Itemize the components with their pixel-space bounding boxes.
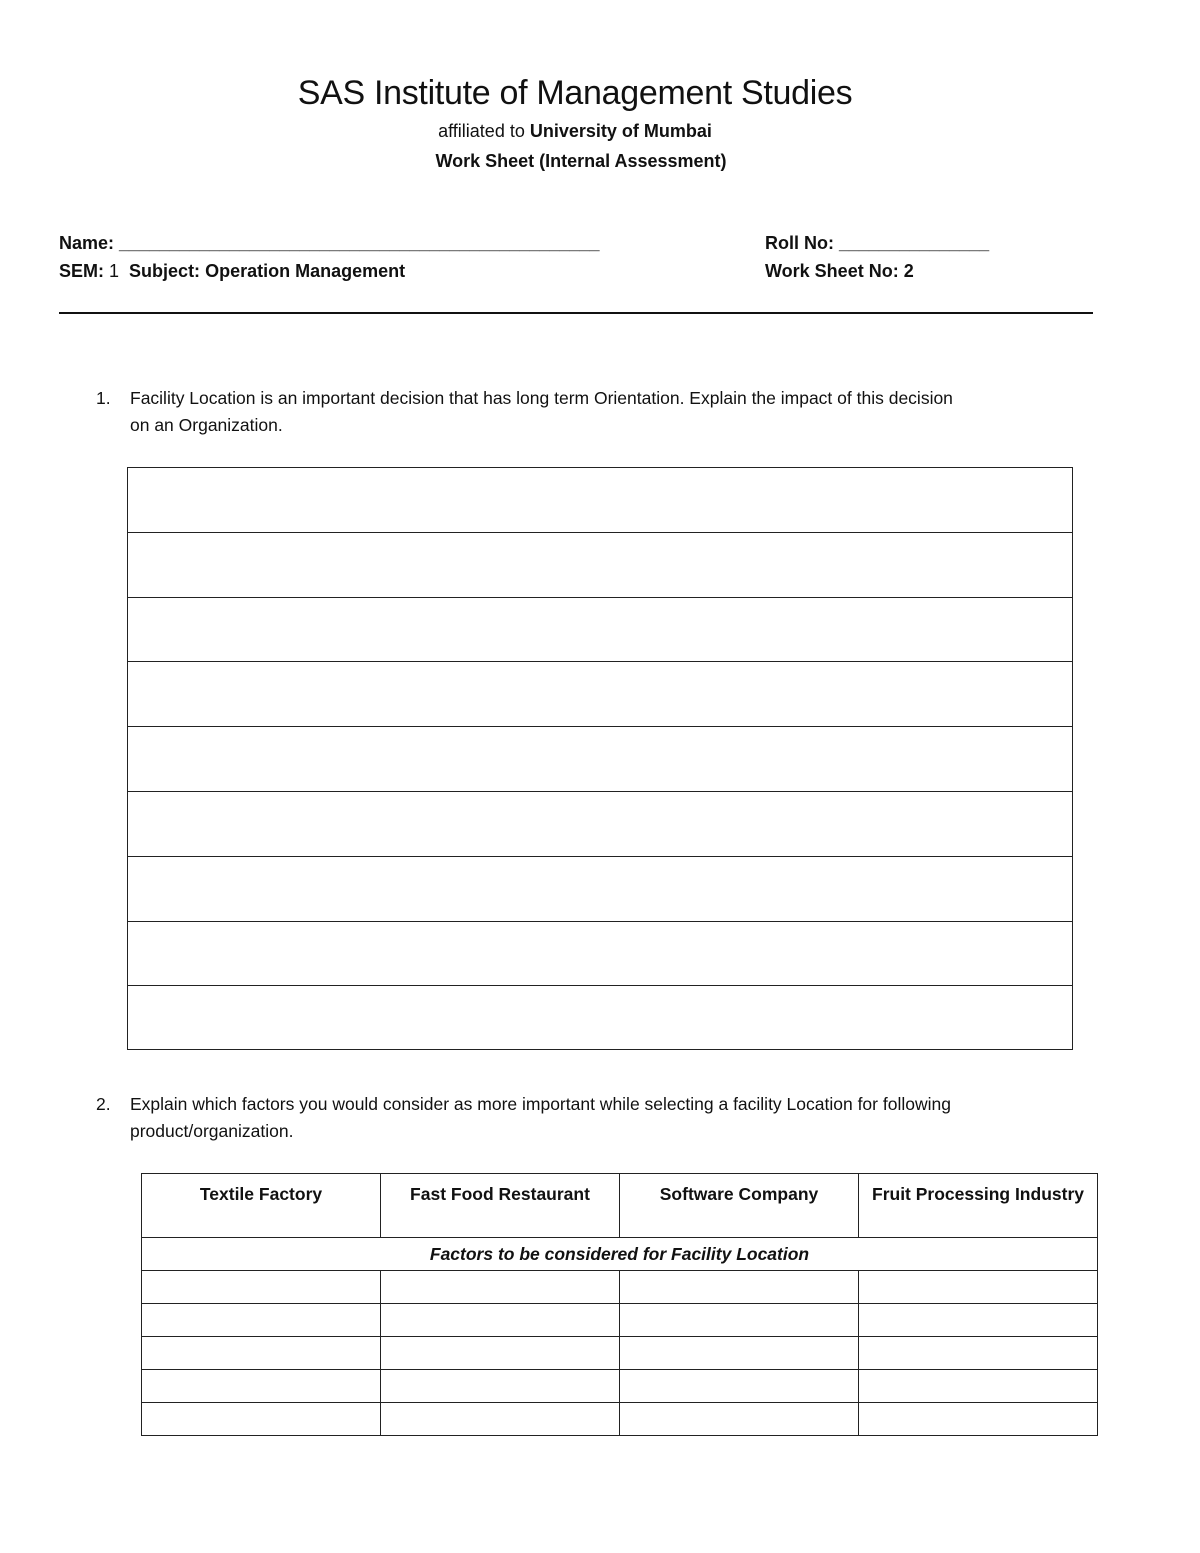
roll-no-blank[interactable]: _______________ bbox=[839, 233, 990, 253]
name-field[interactable] bbox=[59, 233, 600, 254]
table-cell[interactable] bbox=[142, 1337, 381, 1370]
table-row bbox=[142, 1304, 1098, 1337]
table-cell[interactable] bbox=[381, 1403, 620, 1436]
factors-caption: Factors to be considered for Facility Location bbox=[142, 1238, 1098, 1271]
table-row bbox=[142, 1337, 1098, 1370]
table-cell[interactable] bbox=[142, 1370, 381, 1403]
roll-no-field[interactable] bbox=[765, 233, 989, 254]
answer-line[interactable] bbox=[128, 922, 1072, 987]
column-header: Software Company bbox=[620, 1174, 859, 1238]
answer-line[interactable] bbox=[128, 662, 1072, 727]
question-line: product/organization. bbox=[130, 1121, 294, 1141]
answer-line[interactable] bbox=[128, 533, 1072, 598]
answer-line[interactable] bbox=[128, 727, 1072, 792]
column-header: Textile Factory bbox=[142, 1174, 381, 1238]
table-row bbox=[142, 1370, 1098, 1403]
table-cell[interactable] bbox=[859, 1271, 1098, 1304]
table-row bbox=[142, 1403, 1098, 1436]
name-blank[interactable]: ________________________________________________ bbox=[119, 233, 600, 253]
table-cell[interactable] bbox=[620, 1370, 859, 1403]
table-cell[interactable] bbox=[381, 1271, 620, 1304]
sem-value: 1 bbox=[109, 261, 120, 281]
subject-label: Subject: bbox=[129, 261, 201, 281]
question-number: 1. bbox=[96, 388, 111, 408]
answer-box[interactable] bbox=[127, 467, 1073, 1050]
worksheet-no-value: 2 bbox=[903, 261, 914, 281]
answer-line[interactable] bbox=[128, 468, 1072, 533]
table-header-row bbox=[142, 1174, 1098, 1238]
column-header: Fruit Processing Industry bbox=[859, 1174, 1098, 1238]
table-cell[interactable] bbox=[142, 1271, 381, 1304]
table-cell[interactable] bbox=[381, 1337, 620, 1370]
table-cell[interactable] bbox=[859, 1370, 1098, 1403]
answer-line[interactable] bbox=[128, 792, 1072, 857]
affiliated-prefix: affiliated to bbox=[438, 121, 525, 141]
university-name: University of Mumbai bbox=[529, 121, 712, 141]
answer-line[interactable] bbox=[128, 598, 1072, 663]
subject-value: Operation Management bbox=[205, 261, 406, 281]
question-text bbox=[130, 1091, 1080, 1145]
table-cell[interactable] bbox=[142, 1403, 381, 1436]
question-line: Facility Location is an important decision that has long term Orientation. Explain the impact of this decision bbox=[130, 388, 953, 408]
factor-table bbox=[141, 1173, 1098, 1436]
column-header: Fast Food Restaurant bbox=[381, 1174, 620, 1238]
table-cell[interactable] bbox=[859, 1337, 1098, 1370]
table-cell[interactable] bbox=[381, 1370, 620, 1403]
table-cell[interactable] bbox=[381, 1304, 620, 1337]
table-cell[interactable] bbox=[859, 1304, 1098, 1337]
table-cell[interactable] bbox=[142, 1304, 381, 1337]
sem-subject-line bbox=[59, 261, 405, 282]
question-line: on an Organization. bbox=[130, 415, 283, 435]
table-cell[interactable] bbox=[620, 1337, 859, 1370]
name-label: Name: bbox=[59, 233, 115, 253]
table-cell[interactable] bbox=[620, 1403, 859, 1436]
worksheet-no-line bbox=[765, 261, 914, 282]
affiliation-line bbox=[0, 121, 1150, 142]
answer-line[interactable] bbox=[128, 986, 1072, 1051]
question-line: Explain which factors you would consider as more important while selecting a facility Location for following bbox=[130, 1094, 951, 1114]
table-cell[interactable] bbox=[620, 1271, 859, 1304]
table-cell[interactable] bbox=[620, 1304, 859, 1337]
question-text bbox=[130, 385, 1080, 439]
worksheet-type: Work Sheet (Internal Assessment) bbox=[435, 151, 727, 171]
roll-no-label: Roll No: bbox=[765, 233, 834, 253]
institute-title: SAS Institute of Management Studies bbox=[297, 74, 853, 112]
answer-line[interactable] bbox=[128, 857, 1072, 922]
question-number: 2. bbox=[96, 1094, 111, 1114]
table-span-row bbox=[142, 1238, 1098, 1271]
header-divider bbox=[59, 312, 1093, 314]
worksheet-no-label: Work Sheet No: bbox=[765, 261, 899, 281]
table-cell[interactable] bbox=[859, 1403, 1098, 1436]
table-row bbox=[142, 1271, 1098, 1304]
sem-label: SEM: bbox=[59, 261, 104, 281]
